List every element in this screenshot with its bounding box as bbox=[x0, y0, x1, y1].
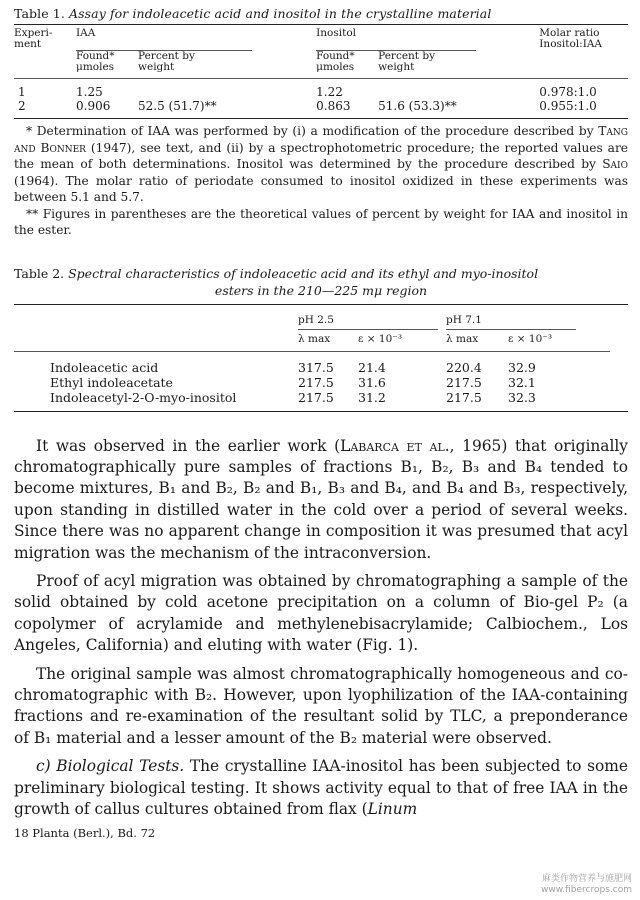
table1-footnote-2: ** Figures in parentheses are the theoretical values of percent by weight for IAA and inositol in the ester. bbox=[14, 206, 628, 237]
header-iaa-percent: Percent by weight bbox=[138, 50, 195, 73]
header-epsilon-2: ε × 10⁻³ bbox=[508, 332, 553, 345]
table2-top-rule bbox=[14, 304, 628, 305]
table-row: 2 0.906 52.5 (51.7)** 0.863 51.6 (53.3)** 0.955:1.0 bbox=[18, 99, 597, 113]
table1-bottom-rule bbox=[14, 118, 628, 119]
ph2-subrule bbox=[446, 329, 576, 330]
table-row: 1 1.25 1.22 0.978:1.0 bbox=[18, 85, 597, 99]
paragraph-biological-tests: c) Biological Tests. The crystalline IAA-inositol has been subjected to some preliminary biological testing. It shows activity equal to that of free IAA in the growth of callus cultures obtained from flax (Linum bbox=[14, 757, 628, 818]
table-row: Indoleacetic acid 317.5 21.4 220.4 32.9 bbox=[50, 359, 536, 375]
paragraph-acyl-observation: It was observed in the earlier work (Labarca et al., 1965) that originally chromatographically pure samples of fractions B₁, B₂, B₃ and B₄ tended to become mixtures, B₁ and B₂, B₂ and B₁, B₃ and B₄, and B₄ and B₃, respectively, upon standing in distilled water in the cold over a period of several weeks. Since there was no apparent change in composition it was presumed that acyl migration was the mechanism of the intraconversion. bbox=[14, 436, 628, 562]
paragraph-acyl-proof: Proof of acyl migration was obtained by chromatographing a sample of the solid obtained by cold acetone precipitation on a column of Bio-gel P₂ (a copolymer of acrylamide and methylenebisacrylamide; Calbiochem., Los Angeles, California) and eluting with water (Fig. 1). bbox=[14, 571, 628, 655]
header-experiment: Experi- ment bbox=[14, 27, 53, 50]
paragraph-original-sample: The original sample was almost chromatographically homogeneous and co-chromatographic with B₂. However, upon lyophilization of the IAA-containing fractions and re-examination of the resultant solid by TLC, a preponderance of B₁ material and a lesser amount of the B₂ material were observed. bbox=[14, 664, 628, 747]
header-molar-ratio: Molar ratio Inositol:IAA bbox=[539, 27, 603, 50]
header-iaa: IAA bbox=[76, 27, 96, 39]
table2 bbox=[50, 307, 610, 405]
page-footer: 18 Planta (Berl.), Bd. 72 bbox=[14, 826, 156, 841]
table2-bottom-rule bbox=[14, 411, 628, 412]
ph1-subrule bbox=[298, 329, 438, 330]
watermark: 麻类作物营养与施肥网 www.fibercrops.com bbox=[541, 874, 632, 895]
table1-header-rule bbox=[14, 78, 628, 79]
header-ph-7-1: pH 7.1 bbox=[446, 313, 482, 326]
header-inositol: Inositol bbox=[316, 27, 357, 39]
table1-footnote-1: * Determination of IAA was performed by (i) a modification of the procedure described by Tang and Bonner (1947), see text, and (ii) by a spectrophotometric procedure; the reported values are the mean of both determinations. Inositol was determined by the procedure described by Saio (1964). The molar ratio of periodate consumed to inositol oxidized in these experiments was between 5.1 and 5.7. bbox=[14, 124, 628, 204]
header-lambda-max-1: λ max bbox=[298, 332, 331, 345]
header-lambda-max-2: λ max bbox=[446, 332, 479, 345]
table2-caption: Table 2. Spectral characteristics of indoleacetic acid and its ethyl and myo-inositol esters in the 210—225 mμ region bbox=[14, 265, 539, 298]
table1 bbox=[14, 28, 628, 113]
table1-top-rule bbox=[14, 24, 628, 25]
header-epsilon-1: ε × 10⁻³ bbox=[358, 332, 403, 345]
header-iaa-found: Found* μmoles bbox=[76, 50, 115, 73]
table2-header-rule bbox=[14, 351, 610, 352]
header-inositol-found: Found* μmoles bbox=[316, 50, 355, 73]
table1-caption: Table 1. Assay for indoleacetic acid and inositol in the crystalline material bbox=[14, 6, 492, 21]
header-ph-2-5: pH 2.5 bbox=[298, 313, 334, 326]
header-inositol-percent: Percent by weight bbox=[378, 50, 436, 73]
table-row: Ethyl indoleacetate 217.5 31.6 217.5 32.1 bbox=[50, 374, 536, 390]
page bbox=[14, 4, 628, 840]
table-row: Indoleacetyl-2-O-myo-inositol 217.5 31.2 217.5 32.3 bbox=[50, 389, 536, 405]
